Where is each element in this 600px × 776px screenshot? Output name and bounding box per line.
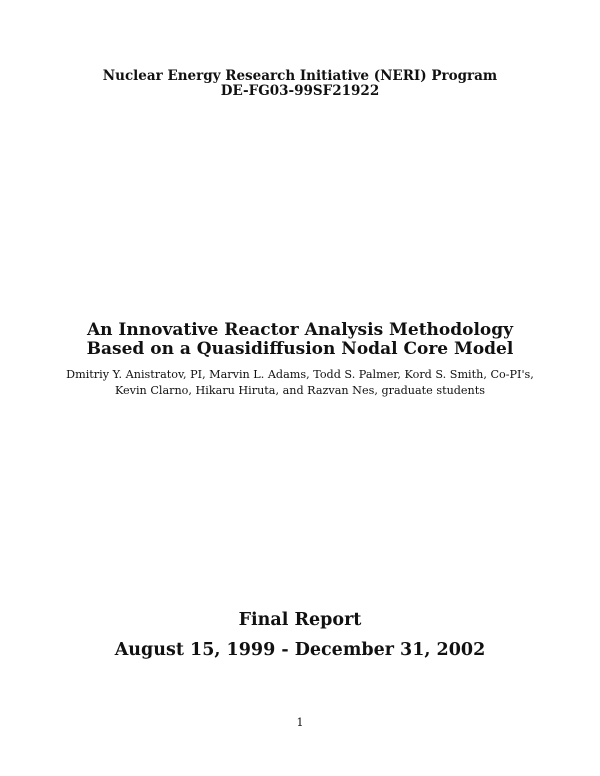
document-title-line-1: An Innovative Reactor Analysis Methodology: [86, 320, 514, 340]
program-name: Nuclear Energy Research Initiative (NERI) Program: [102, 68, 498, 84]
authors-line-2: Kevin Clarno, Hikaru Hiruta, and Razvan Nes, graduate students: [114, 384, 485, 397]
report-period: August 15, 1999 - December 31, 2002: [114, 640, 486, 660]
report-type: Final Report: [238, 610, 362, 630]
grant-number: DE-FG03-99SF21922: [220, 83, 380, 99]
authors-line-1: Dmitriy Y. Anistratov, PI, Marvin L. Adams, Todd S. Palmer, Kord S. Smith, Co-PI's,: [66, 368, 534, 381]
document-title-line-2: Based on a Quasidiffusion Nodal Core Model: [86, 339, 514, 359]
page-number: 1: [296, 716, 304, 729]
